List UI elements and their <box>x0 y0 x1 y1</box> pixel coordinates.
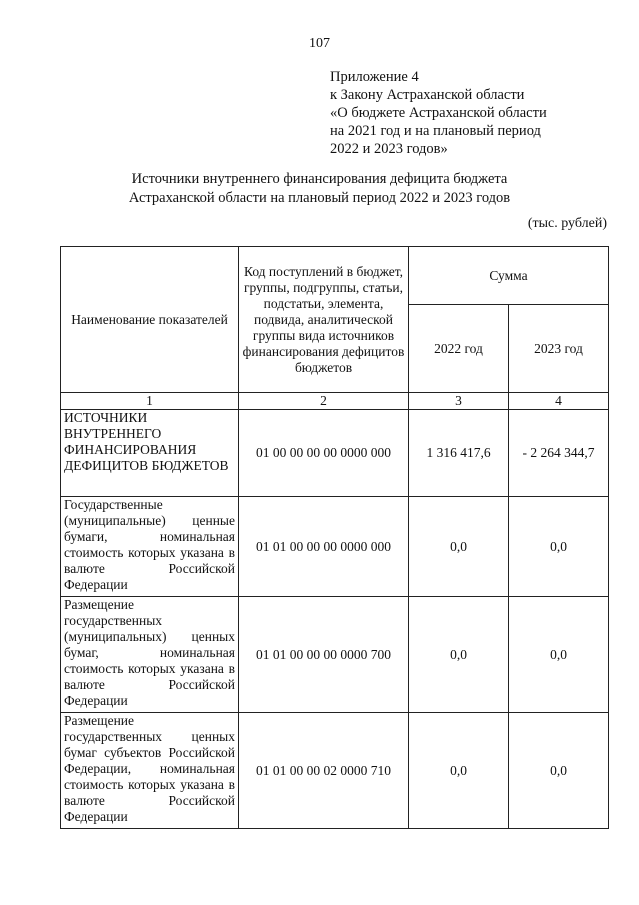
row-name: Размещение государственных ценных бумаг субъектов Российской Федерации, номинальная стоимость которых указана в валюте Российской Федерации <box>61 713 239 829</box>
title-line-1: Источники внутреннего финансирования дефицита бюджета <box>131 171 508 187</box>
appendix-block <box>330 68 547 158</box>
financing-table <box>60 246 609 829</box>
appendix-line: на 2021 год и на плановый период <box>330 123 541 139</box>
column-number: 2 <box>239 393 409 410</box>
column-number: 3 <box>409 393 509 410</box>
table-row <box>61 410 609 497</box>
header-year-2023: 2023 год <box>509 305 609 393</box>
appendix-line: 2022 и 2023 годов» <box>330 141 448 157</box>
row-name: Государственные (муниципальные) ценные бумаги, номинальная стоимость которых указана в валюте Российской Федерации <box>61 497 239 597</box>
appendix-line: к Закону Астраханской области <box>330 87 525 103</box>
row-code: 01 01 00 00 00 0000 700 <box>239 597 409 713</box>
header-code: Код поступлений в бюджет, группы, подгруппы, статьи, подстатьи, элемента, подвида, аналитической группы вида источников финансирования дефицитов бюджетов <box>239 247 409 393</box>
header-row <box>61 247 609 305</box>
row-value-2022: 1 316 417,6 <box>409 410 509 497</box>
row-value-2023: 0,0 <box>509 497 609 597</box>
header-name: Наименование показателей <box>61 247 239 393</box>
column-number-row <box>61 393 609 410</box>
row-value-2023: 0,0 <box>509 597 609 713</box>
row-code: 01 01 00 00 00 0000 000 <box>239 497 409 597</box>
page-number: 107 <box>309 36 330 51</box>
appendix-line: «О бюджете Астраханской области <box>330 105 547 121</box>
column-number: 1 <box>61 393 239 410</box>
table-row <box>61 713 609 829</box>
row-name: ИСТОЧНИКИ ВНУТРЕННЕГО ФИНАНСИРОВАНИЯ ДЕФИЦИТОВ БЮДЖЕТОВ <box>61 410 239 497</box>
column-number: 4 <box>509 393 609 410</box>
row-value-2022: 0,0 <box>409 497 509 597</box>
row-code: 01 01 00 00 02 0000 710 <box>239 713 409 829</box>
header-sum: Сумма <box>409 247 609 305</box>
row-name: Размещение государственных (муниципальных) ценных бумаг, номинальная стоимость которых указана в валюте Российской Федерации <box>61 597 239 713</box>
row-value-2023: - 2 264 344,7 <box>509 410 609 497</box>
title-line-2: Астраханской области на плановый период 2022 и 2023 годов <box>128 190 511 206</box>
row-value-2022: 0,0 <box>409 597 509 713</box>
table-row <box>61 597 609 713</box>
document-title <box>0 170 639 208</box>
row-code: 01 00 00 00 00 0000 000 <box>239 410 409 497</box>
header-year-2022: 2022 год <box>409 305 509 393</box>
units-label: (тыс. рублей) <box>527 216 607 231</box>
row-value-2023: 0,0 <box>509 713 609 829</box>
appendix-line: Приложение 4 <box>330 69 419 85</box>
row-value-2022: 0,0 <box>409 713 509 829</box>
table-row <box>61 497 609 597</box>
